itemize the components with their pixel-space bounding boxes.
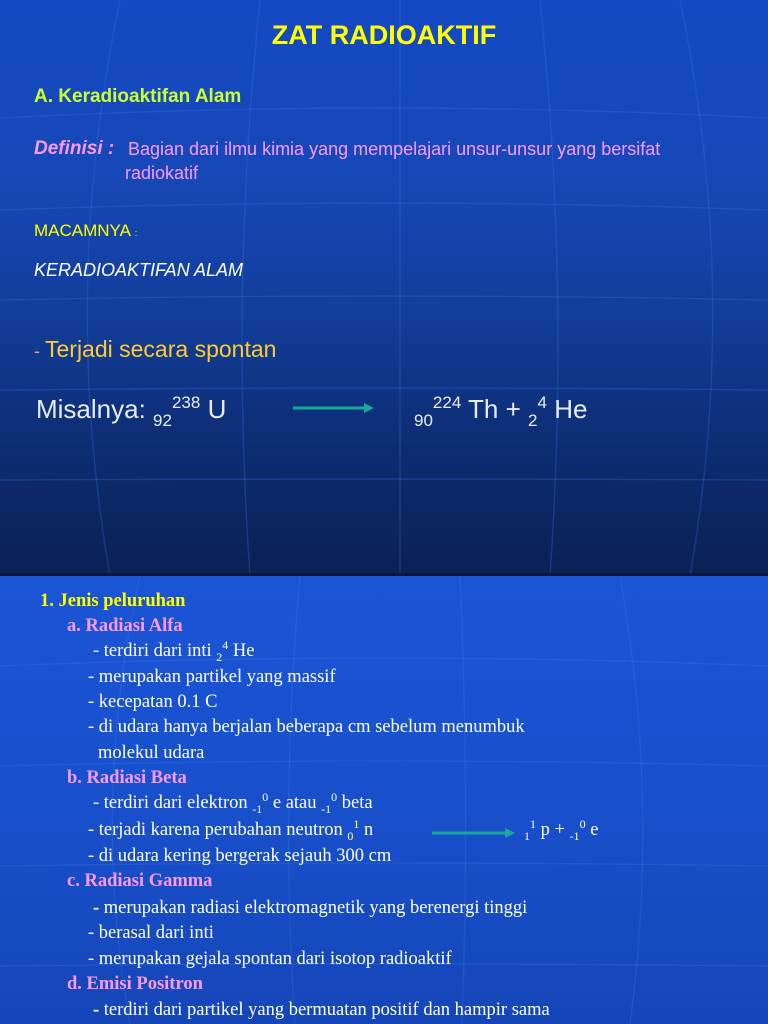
alpha-line-5: molekul udara <box>98 743 205 763</box>
slide-title: ZAT RADIOAKTIF <box>271 20 497 50</box>
positron-line-1: - terdiri dari partikel yang bermuatan positif dan hampir sama <box>93 1000 550 1020</box>
equation-right-side: $_{90}^{224}$ Th + $_2^4$ He <box>414 393 588 430</box>
macamnya-label: MACAMNYA : <box>34 221 138 240</box>
beta-radiation-heading: b. Radiasi Beta <box>67 768 187 788</box>
definition-label: Definisi : <box>34 138 115 159</box>
gamma-line-2: - berasal dari inti <box>88 923 214 943</box>
alpha-line-1: - terdiri dari inti $_2^4$ He <box>93 638 255 664</box>
spontaneous-bullet: - Terjadi secara spontan <box>34 336 277 362</box>
decay-types-heading: 1. Jenis peluruhan <box>40 591 186 611</box>
equation-left-side: Misalnya: $_{92}^{238}$ U <box>36 393 227 430</box>
alpha-line-3: - kecepatan 0.1 C <box>88 692 218 712</box>
beta-decay-products: $_1^1$ p + $_{-1}^0$ e <box>524 817 599 843</box>
slide-2 <box>0 576 768 1024</box>
beta-line-2: - terjadi karena perubahan neutron $_0^1$ n <box>88 817 374 843</box>
definition-text-line2: radiokatif <box>125 163 199 183</box>
gamma-radiation-heading: c. Radiasi Gamma <box>67 871 213 891</box>
alpha-line-4: - di udara hanya berjalan beberapa cm sebelum menumbuk <box>88 717 525 737</box>
section-a-heading: A. Keradioaktifan Alam <box>34 86 242 107</box>
positron-emission-heading: d. Emisi Positron <box>67 974 203 994</box>
beta-line-3: - di udara kering bergerak sejauh 300 cm <box>88 846 392 866</box>
keradioaktifan-alam-label: KERADIOAKTIFAN ALAM <box>34 260 244 280</box>
gamma-line-1: - merupakan radiasi elektromagnetik yang berenergi tinggi <box>93 898 528 918</box>
alpha-line-2: - merupakan partikel yang massif <box>88 667 336 687</box>
reaction-arrow-icon <box>292 401 376 415</box>
beta-line-1: - terdiri dari elektron $_{-1}^0$ e atau $_{-1}^0$ beta <box>93 790 373 816</box>
alpha-radiation-heading: a. Radiasi Alfa <box>67 616 183 636</box>
gamma-line-3: - merupakan gejala spontan dari isotop radioaktif <box>88 949 452 969</box>
neutron-decay-arrow-icon <box>431 827 517 839</box>
definition-text-line1: Bagian dari ilmu kimia yang mempelajari unsur-unsur yang bersifat <box>128 139 661 159</box>
